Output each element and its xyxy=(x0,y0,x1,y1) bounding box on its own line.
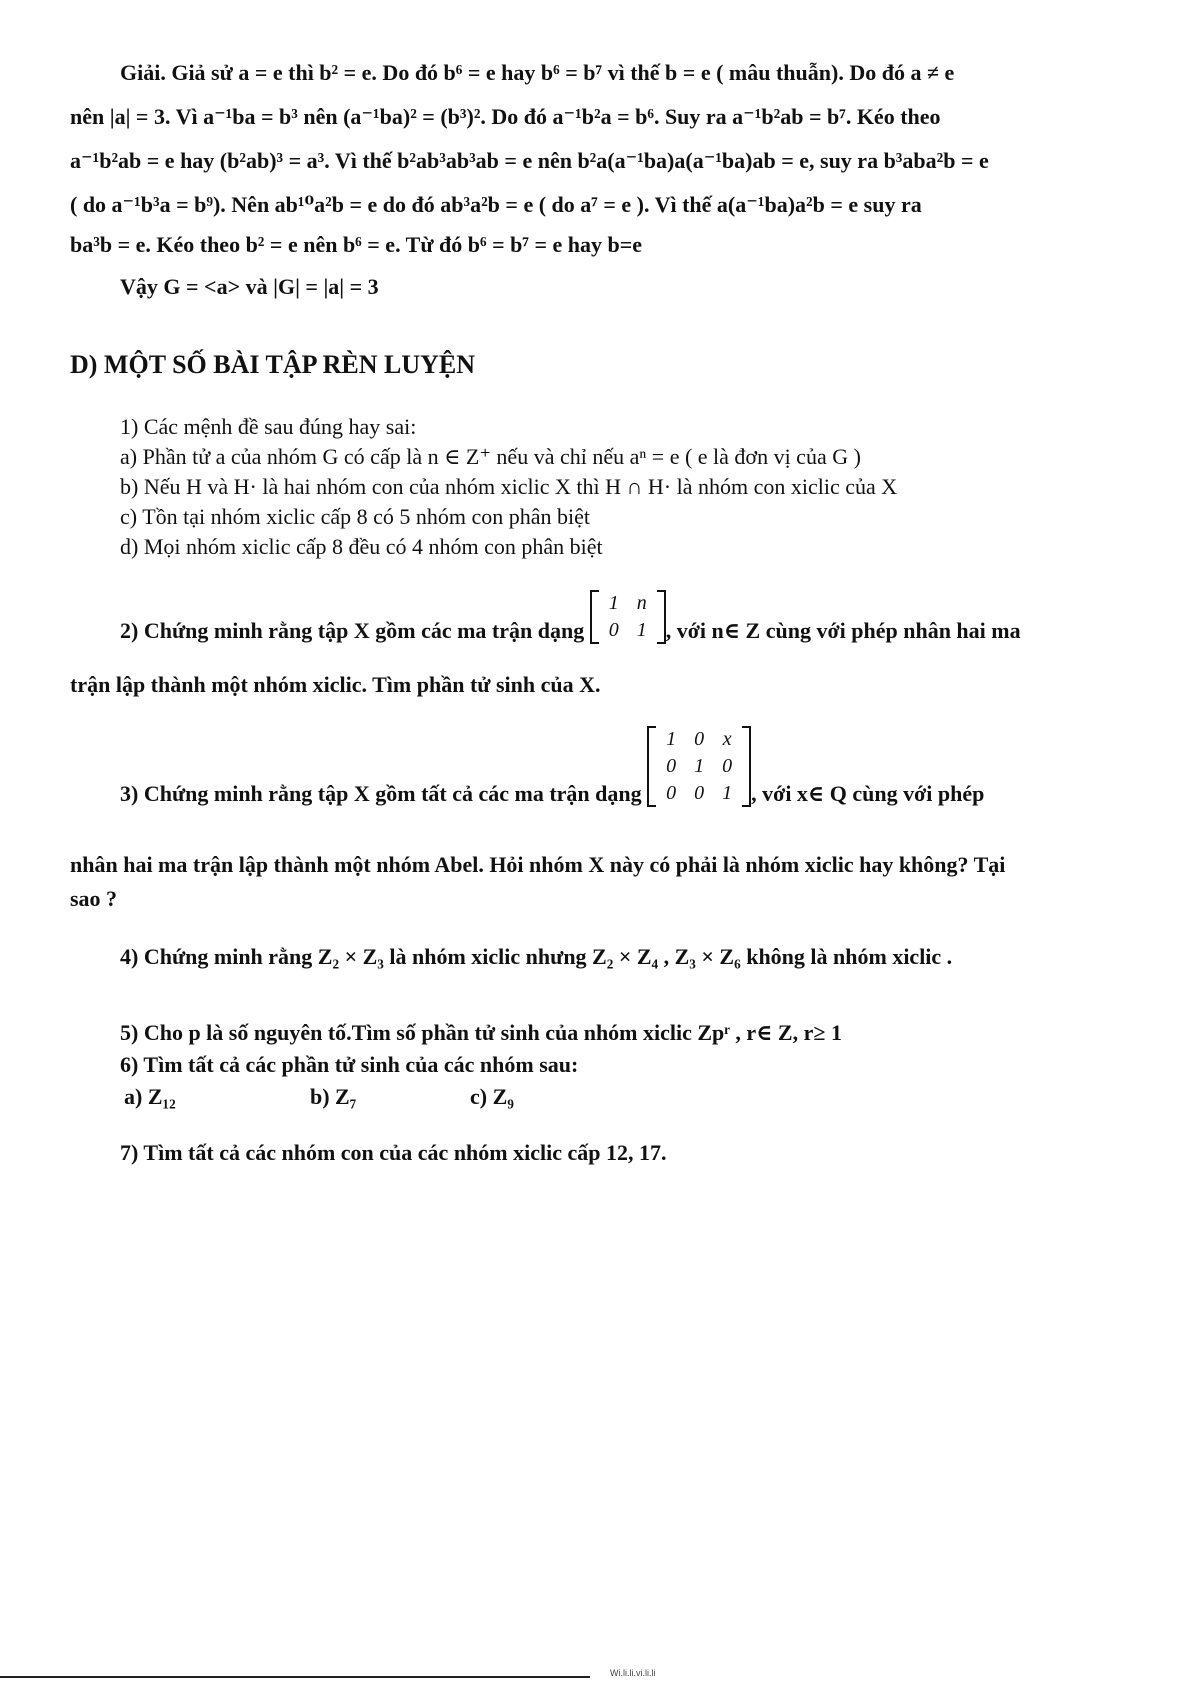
solution-line-2: nên |a| = 3. Vì a⁻¹ba = b³ nên (a⁻¹ba)² = (b³)². Do đó a⁻¹b²a = b⁶. Suy ra a⁻¹b²ab = b⁷. Kéo theo xyxy=(70,104,941,129)
matrix-cell: 1 xyxy=(722,782,733,804)
exercise-3-text-after: , với x∈ Q cùng với phép xyxy=(751,781,985,806)
exercise-3-text-before: 3) Chứng minh rằng tập X gồm tất cả các ma trận dạng xyxy=(120,781,642,806)
matrix-cell: 1 xyxy=(608,592,619,614)
exercise-1-a: a) Phần tử a của nhóm G có cấp là n ∈ Z⁺ nếu và chỉ nếu aⁿ = e ( e là đơn vị của G ) xyxy=(120,444,861,469)
matrix-cell: n xyxy=(636,592,647,614)
footer-rule xyxy=(0,1676,590,1678)
matrix-cell: 1 xyxy=(694,755,705,777)
matrix-cell: 1 xyxy=(636,619,647,641)
exercise-2-line-2: trận lập thành một nhóm xiclic. Tìm phần tử sinh của X. xyxy=(70,672,601,697)
exercise-6-a: a) Z₁₂ xyxy=(124,1084,176,1109)
exercise-7: 7) Tìm tất cả các nhóm con của các nhóm xiclic cấp 12, 17. xyxy=(120,1140,667,1165)
exercise-2-matrix xyxy=(590,590,666,644)
exercise-3-line-3: sao ? xyxy=(70,886,118,911)
exercise-1-intro: 1) Các mệnh đề sau đúng hay sai: xyxy=(120,414,417,439)
exercise-5: 5) Cho p là số nguyên tố.Tìm số phần tử sinh của nhóm xiclic Zpʳ , r∈ Z, r≥ 1 xyxy=(120,1020,842,1045)
exercise-1 xyxy=(120,412,897,562)
exercise-2-text-before: 2) Chứng minh rằng tập X gồm các ma trận dạng xyxy=(120,618,585,643)
matrix-cell: 1 xyxy=(666,728,677,750)
matrix-cell: 0 xyxy=(694,728,705,750)
matrix-cell: 0 xyxy=(608,619,619,641)
footer-mark: Wi.li.li.vi.li.li xyxy=(610,1668,656,1678)
exercise-1-d: d) Mọi nhóm xiclic cấp 8 đều có 4 nhóm con phân biệt xyxy=(120,534,603,559)
exercise-6-b: b) Z₇ xyxy=(310,1084,357,1109)
exercise-3-line-1 xyxy=(120,726,984,807)
matrix-cell: 0 xyxy=(694,782,705,804)
matrix-cell: x xyxy=(722,728,732,750)
exercise-2-line-1 xyxy=(120,590,1021,644)
solution-line-5: ba³b = e. Kéo theo b² = e nên b⁶ = e. Từ đó b⁶ = b⁷ = e hay b=e xyxy=(70,232,643,257)
matrix-cell: 0 xyxy=(666,782,677,804)
matrix-cell: 0 xyxy=(666,755,677,777)
solution-line-4: ( do a⁻¹b³a = b⁹). Nên ab¹⁰a²b = e do đó ab³a²b = e ( do a⁷ = e ). Vì thế a(a⁻¹ba)a²b = e suy ra xyxy=(70,192,922,217)
exercise-3-matrix xyxy=(647,726,751,807)
exercise-1-c: c) Tồn tại nhóm xiclic cấp 8 có 5 nhóm con phân biệt xyxy=(120,504,591,529)
exercise-6-intro: 6) Tìm tất cả các phần tử sinh của các nhóm sau: xyxy=(120,1052,579,1077)
exercise-3-line-2: nhân hai ma trận lập thành một nhóm Abel. Hỏi nhóm X này có phải là nhóm xiclic hay không? Tại xyxy=(70,852,1006,877)
solution-line-3: a⁻¹b²ab = e hay (b²ab)³ = a³. Vì thế b²ab³ab³ab = e nên b²a(a⁻¹ba)a(a⁻¹ba)ab = e, suy ra b³aba²b = e xyxy=(70,148,989,173)
solution-line-1: Giải. Giả sử a = e thì b² = e. Do đó b⁶ = e hay b⁶ = b⁷ vì thế b = e ( mâu thuẫn). Do đó a ≠ e xyxy=(120,60,955,85)
exercise-1-b: b) Nếu H và H· là hai nhóm con của nhóm xiclic X thì H ∩ H· là nhóm con xiclic của X xyxy=(120,474,898,499)
exercise-2-text-after: , với n∈ Z cùng với phép nhân hai ma xyxy=(665,618,1021,643)
exercise-6-c: c) Z₉ xyxy=(470,1084,514,1109)
section-title: D) MỘT SỐ BÀI TẬP RÈN LUYỆN xyxy=(70,350,475,379)
matrix-cell: 0 xyxy=(722,755,733,777)
solution-conclusion: Vậy G = <a> và |G| = |a| = 3 xyxy=(120,274,379,299)
exercise-4: 4) Chứng minh rằng Z₂ × Z₃ là nhóm xiclic nhưng Z₂ × Z₄ , Z₃ × Z₆ không là nhóm xiclic . xyxy=(120,944,953,969)
